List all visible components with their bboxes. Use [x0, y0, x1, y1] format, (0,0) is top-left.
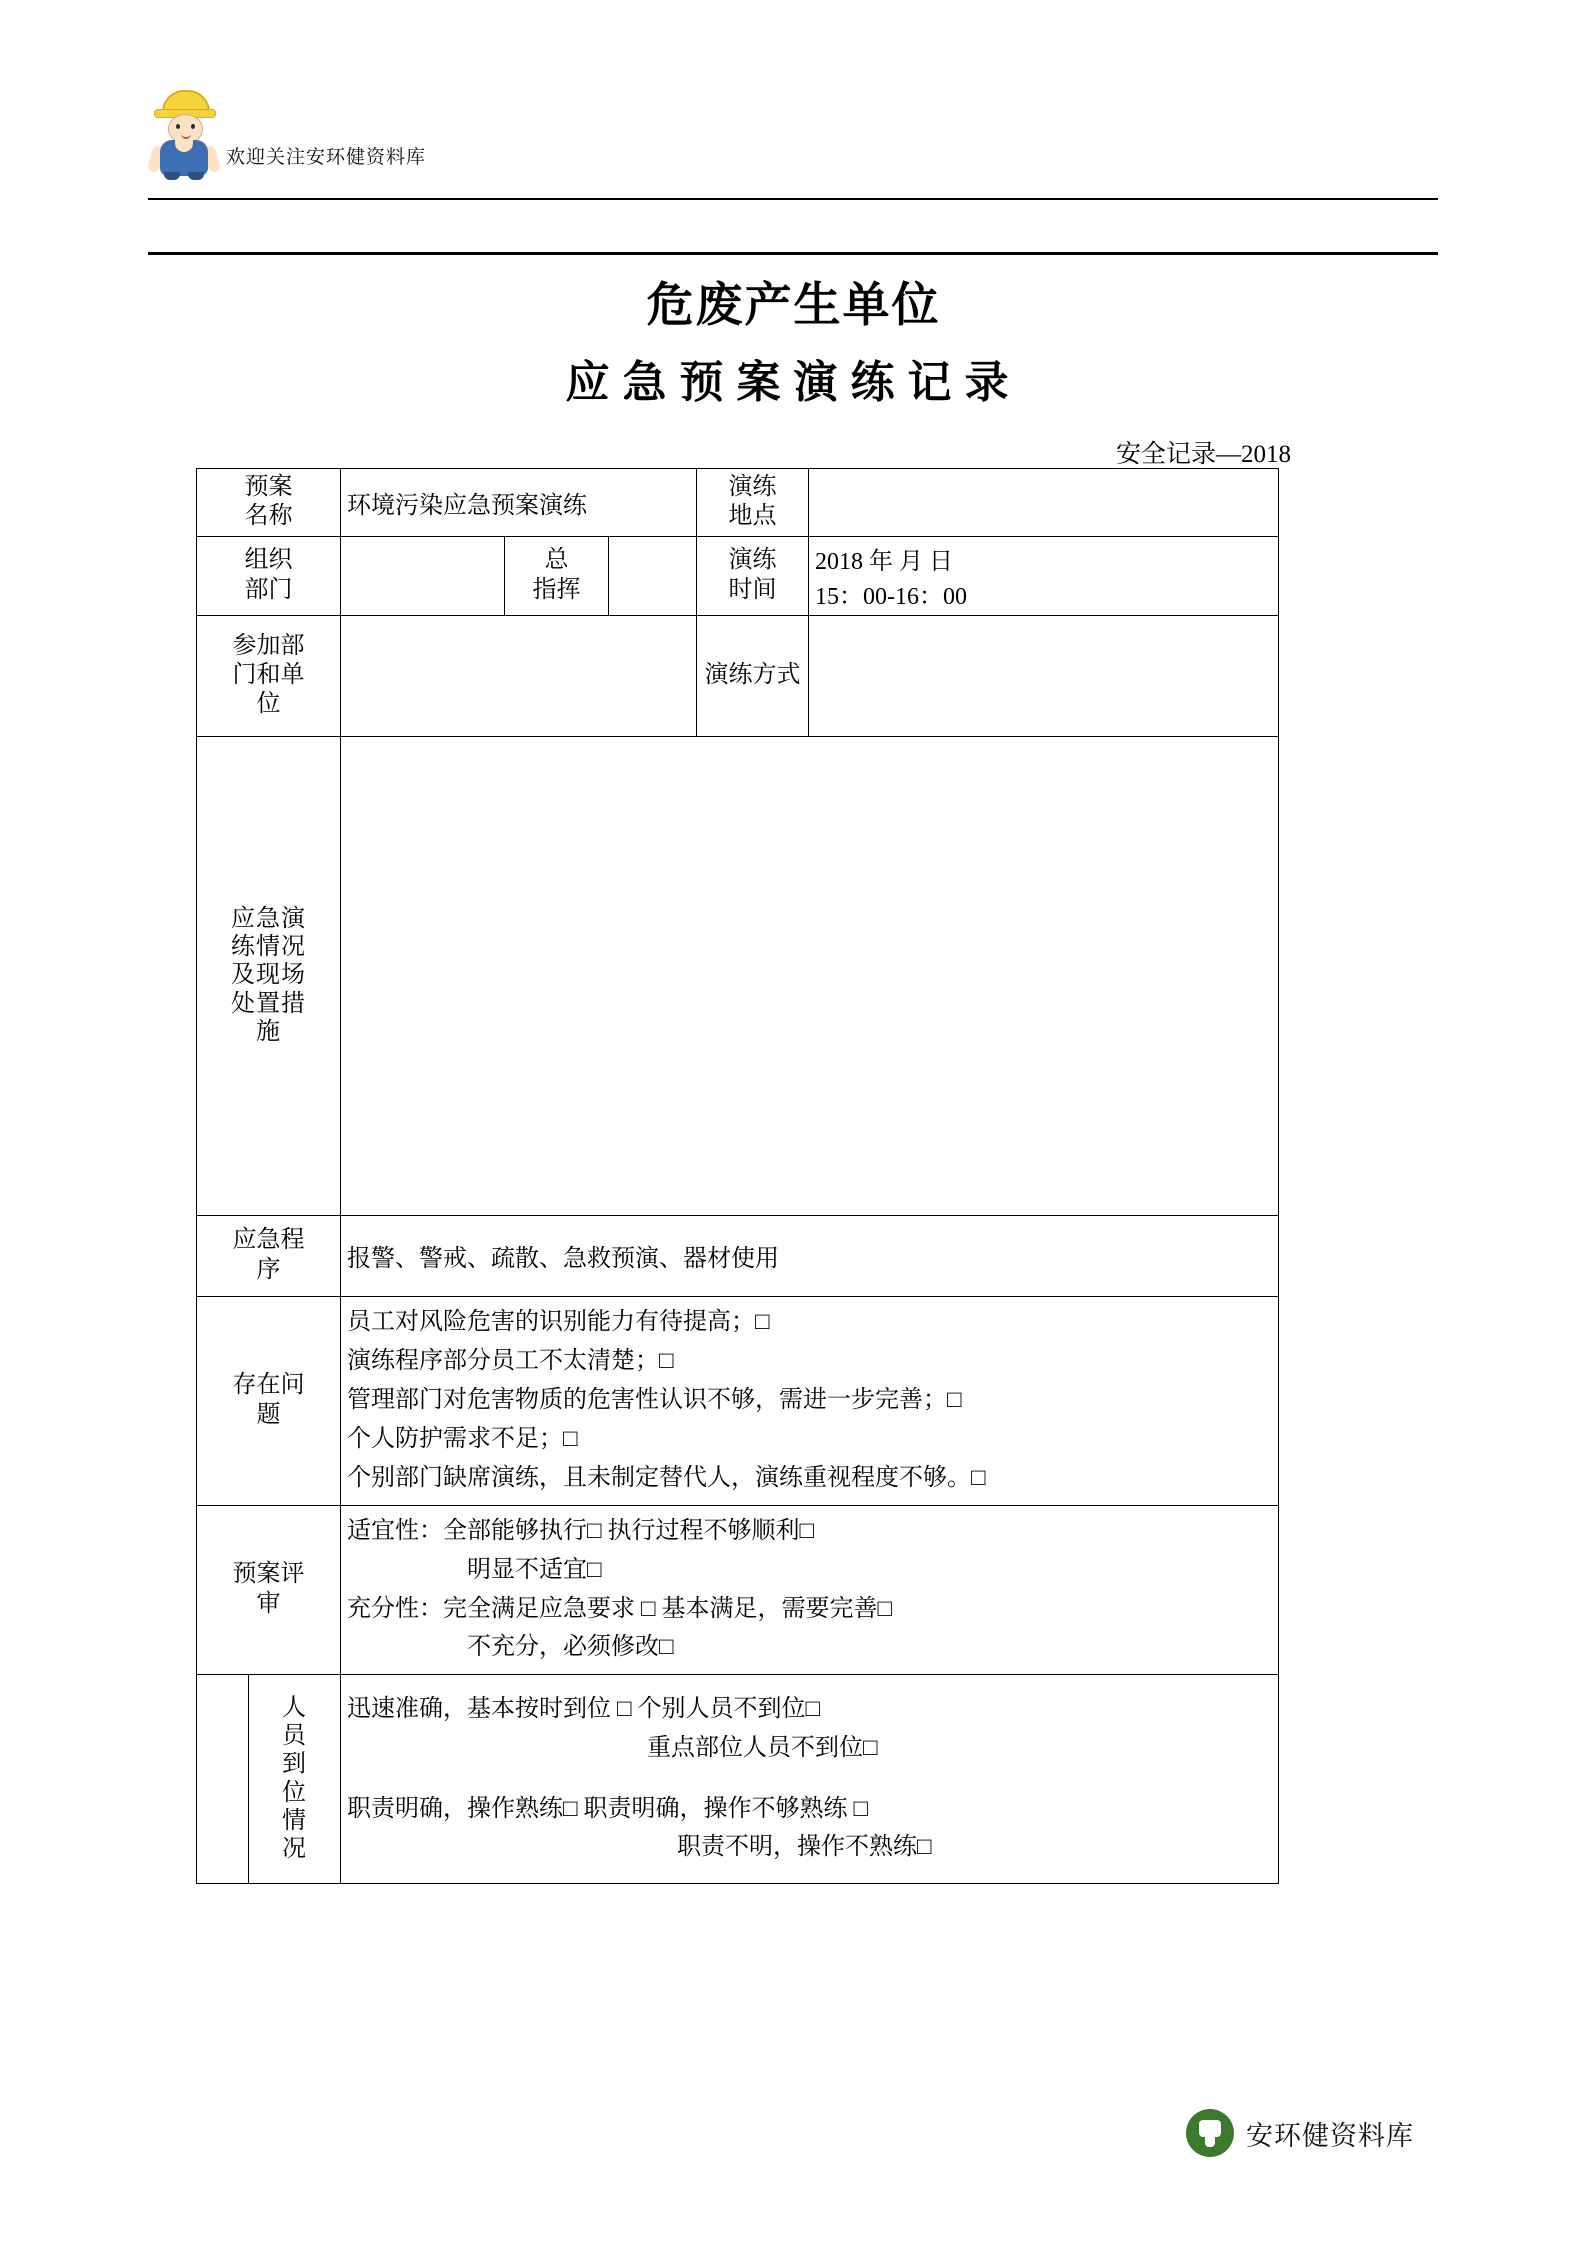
procedure-label: 应急程 序: [197, 1215, 341, 1296]
review-line: 适宜性：全部能够执行□ 执行过程不够顺利□: [347, 1517, 814, 1544]
procedure-value[interactable]: 报警、警戒、疏散、急救预演、器材使用: [341, 1215, 1279, 1296]
situation-label: 应急演 练情况 及现场 处置措 施: [197, 736, 341, 1215]
org-dept-label: 组织 部门: [197, 536, 341, 615]
drill-place-label: 演练 地点: [697, 469, 809, 537]
participants-label: 参加部 门和单 位: [197, 615, 341, 736]
attendance-label: 人 员 到 位 情 况: [249, 1674, 341, 1883]
attendance-gap: [347, 1768, 1272, 1790]
worker-mascot-icon: [148, 88, 220, 180]
attendance-value[interactable]: [341, 1674, 1279, 1883]
problems-label: 存在问 题: [197, 1296, 341, 1505]
participants-value[interactable]: [341, 615, 697, 736]
plan-name-label: 预案 名称: [197, 469, 341, 537]
drill-time-line-1: 2018 年 月 日: [815, 548, 954, 575]
chief-value[interactable]: [609, 536, 697, 615]
table-row: [197, 1505, 1279, 1674]
problem-line: 个人防护需求不足；□: [347, 1425, 578, 1452]
problem-line: 演练程序部分员工不太清楚；□: [347, 1348, 674, 1375]
page-title: 危废产生单位: [646, 280, 941, 332]
table-row: [197, 1674, 1279, 1883]
drill-record-table: [196, 468, 1279, 1884]
problem-line: 管理部门对危害物质的危害性认识不够，需进一步完善；□: [347, 1387, 962, 1414]
review-line: 不充分，必须修改□: [467, 1634, 674, 1661]
attendance-spacer: [197, 1674, 249, 1883]
table-row: [197, 736, 1279, 1215]
record-code: 安全记录—2018: [1115, 441, 1291, 468]
footer-badge: [1186, 2106, 1436, 2160]
review-line: 明显不适宜□: [467, 1556, 602, 1583]
attendance-line: 职责不明，操作不熟练□: [677, 1834, 932, 1861]
drill-time-value[interactable]: [809, 536, 1279, 615]
table-row: [197, 536, 1279, 615]
problem-line: 员工对风险危害的识别能力有待提高；□: [347, 1309, 770, 1336]
page-subtitle: 应急预案演练记录: [565, 358, 1022, 407]
header-divider: [148, 198, 1438, 200]
table-row: [197, 1296, 1279, 1505]
chief-label: 总 指挥: [505, 536, 609, 615]
situation-value[interactable]: [341, 736, 1279, 1215]
problem-line: 个别部门缺席演练，且未制定替代人，演练重视程度不够。□: [347, 1464, 986, 1491]
org-dept-value[interactable]: [341, 536, 505, 615]
drill-time-line-2: 15：00-16：00: [815, 583, 968, 610]
table-row: [197, 615, 1279, 736]
drill-mode-value[interactable]: [809, 615, 1279, 736]
drill-place-value[interactable]: [809, 469, 1279, 537]
review-line: 充分性：完全满足应急要求 □ 基本满足，需要完善□: [347, 1595, 892, 1622]
table-row: [197, 469, 1279, 537]
attendance-line: 迅速准确，基本按时到位 □ 个别人员不到位□: [347, 1695, 820, 1722]
title-divider: [148, 252, 1438, 255]
review-label: 预案评 审: [197, 1505, 341, 1674]
plan-name-value[interactable]: 环境污染应急预案演练: [341, 469, 697, 537]
review-value[interactable]: [341, 1505, 1279, 1674]
problems-value[interactable]: [341, 1296, 1279, 1505]
page-header: [148, 88, 1438, 208]
attendance-line: 重点部位人员不到位□: [647, 1734, 878, 1761]
header-brand-text: 欢迎关注安环健资料库: [226, 147, 427, 168]
drill-mode-label: 演练方式: [697, 615, 809, 736]
attendance-line: 职责明确，操作熟练□ 职责明确，操作不够熟练 □: [347, 1795, 868, 1822]
table-row: [197, 1215, 1279, 1296]
drill-time-label: 演练 时间: [697, 536, 809, 615]
footer-badge-text: 安环健资料库: [1246, 2120, 1414, 2151]
wechat-account-icon: [1186, 2109, 1234, 2157]
